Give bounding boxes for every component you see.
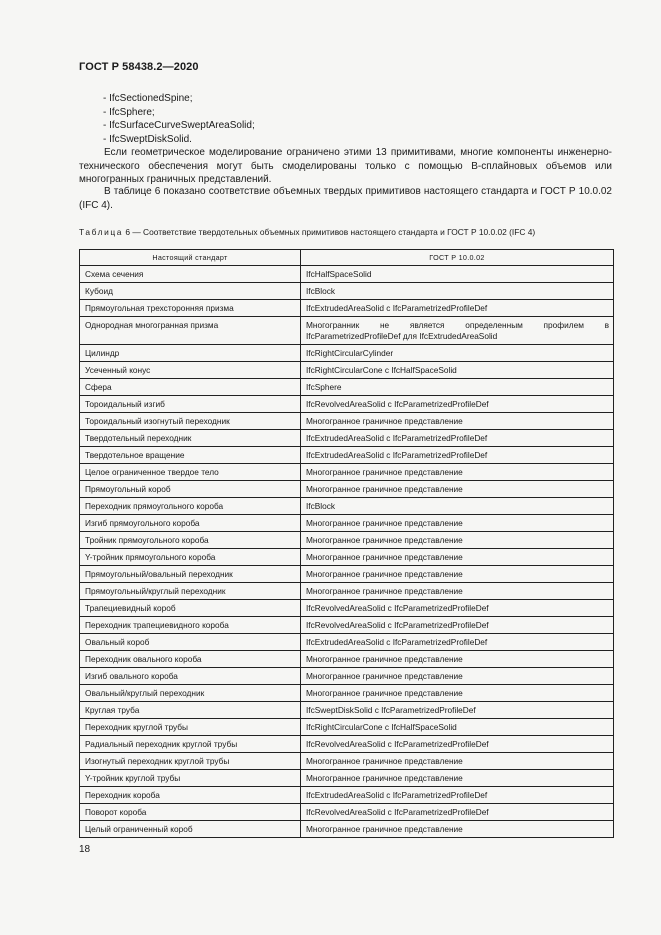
cell-standard: Переходник короба (80, 787, 301, 804)
table-row (80, 447, 614, 464)
cell-standard: Прямоугольный/овальный переходник (80, 566, 301, 583)
cell-standard: Y-тройник круглой трубы (80, 770, 301, 787)
cell-gost: IfcSphere (301, 379, 614, 396)
list-item: - IfcSweptDiskSolid. (103, 133, 192, 145)
cell-standard: Прямоугольный/круглый переходник (80, 583, 301, 600)
cell-gost: Многогранное граничное представление (301, 515, 614, 532)
cell-standard: Сфера (80, 379, 301, 396)
table-row (80, 702, 614, 719)
table-caption-text: 6 — Соответствие твердотельных объемных примитивов настоящего стандарта и ГОСТ Р 10.0.02 (IFC 4) (123, 227, 536, 237)
cell-standard: Круглая труба (80, 702, 301, 719)
cell-standard: Тороидальный изгиб (80, 396, 301, 413)
cell-gost: IfcRightCircularCone с IfcHalfSpaceSolid (301, 719, 614, 736)
table-row (80, 600, 614, 617)
cell-gost: Многогранник не является определенным профилем в IfcParametrizedProfileDef для IfcExtrudedAreaSolid (301, 317, 614, 345)
table-row (80, 379, 614, 396)
table-row (80, 736, 614, 753)
table-row (80, 549, 614, 566)
table-row (80, 634, 614, 651)
table-row (80, 583, 614, 600)
paragraph-table-ref: В таблице 6 показано соответствие объемных твердых примитивов настоящего стандарта и ГОСТ Р 10.0.02 (IFC 4). (79, 186, 612, 211)
cell-standard: Кубоид (80, 283, 301, 300)
cell-gost: IfcRevolvedAreaSolid с IfcParametrizedProfileDef (301, 736, 614, 753)
cell-standard: Изогнутый переходник круглой трубы (80, 753, 301, 770)
cell-standard: Переходник овального короба (80, 651, 301, 668)
cell-gost: IfcSweptDiskSolid с IfcParametrizedProfileDef (301, 702, 614, 719)
cell-gost: Многогранное граничное представление (301, 770, 614, 787)
cell-gost: Многогранное граничное представление (301, 464, 614, 481)
table-row (80, 821, 614, 838)
cell-gost: IfcBlock (301, 283, 614, 300)
cell-gost: Многогранное граничное представление (301, 685, 614, 702)
cell-gost: Многогранное граничное представление (301, 753, 614, 770)
cell-gost: IfcRightCircularCone с IfcHalfSpaceSolid (301, 362, 614, 379)
cell-standard: Тройник прямоугольного короба (80, 532, 301, 549)
cell-gost: IfcRevolvedAreaSolid с IfcParametrizedProfileDef (301, 804, 614, 821)
cell-standard: Поворот короба (80, 804, 301, 821)
cell-gost: IfcExtrudedAreaSolid с IfcParametrizedProfileDef (301, 634, 614, 651)
list-item: - IfcSphere; (103, 106, 155, 118)
cell-standard: Прямоугольный короб (80, 481, 301, 498)
cell-gost: Многогранное граничное представление (301, 413, 614, 430)
cell-gost: IfcRightCircularCylinder (301, 345, 614, 362)
column-header-gost: ГОСТ Р 10.0.02 (301, 250, 614, 266)
cell-standard: Твердотельный переходник (80, 430, 301, 447)
cell-standard: Твердотельное вращение (80, 447, 301, 464)
table-row (80, 719, 614, 736)
table-row (80, 685, 614, 702)
table-row (80, 430, 614, 447)
table-caption-prefix: Таблица (79, 227, 124, 237)
cell-standard: Переходник трапециевидного короба (80, 617, 301, 634)
cell-standard: Изгиб овального короба (80, 668, 301, 685)
cell-gost: Многогранное граничное представление (301, 668, 614, 685)
table-row (80, 651, 614, 668)
table-row (80, 787, 614, 804)
cell-standard: Радиальный переходник круглой трубы (80, 736, 301, 753)
cell-gost: IfcRevolvedAreaSolid с IfcParametrizedProfileDef (301, 396, 614, 413)
cell-standard: Схема сечения (80, 266, 301, 283)
list-item: - IfcSectionedSpine; (103, 93, 193, 104)
table-header-row (80, 250, 614, 266)
cell-standard: Переходник круглой трубы (80, 719, 301, 736)
cell-gost: Многогранное граничное представление (301, 583, 614, 600)
cell-gost: IfcRevolvedAreaSolid с IfcParametrizedProfileDef (301, 617, 614, 634)
cell-gost: Многогранное граничное представление (301, 821, 614, 838)
cell-standard: Y-тройник прямоугольного короба (80, 549, 301, 566)
cell-gost: IfcBlock (301, 498, 614, 515)
column-header-standard: Настоящий стандарт (80, 250, 301, 266)
correspondence-table (79, 249, 614, 838)
table-row (80, 396, 614, 413)
cell-standard: Овальный короб (80, 634, 301, 651)
page-number: 18 (79, 844, 91, 855)
table-row (80, 770, 614, 787)
cell-gost: Многогранное граничное представление (301, 481, 614, 498)
cell-gost: IfcRevolvedAreaSolid с IfcParametrizedProfileDef (301, 600, 614, 617)
cell-standard: Тороидальный изогнутый переходник (80, 413, 301, 430)
cell-standard: Целый ограниченный короб (80, 821, 301, 838)
table-body (80, 266, 614, 838)
cell-gost: Многогранное граничное представление (301, 566, 614, 583)
cell-standard: Переходник прямоугольного короба (80, 498, 301, 515)
cell-standard: Прямоугольная трехсторонняя призма (80, 300, 301, 317)
cell-gost: IfcExtrudedAreaSolid с IfcParametrizedProfileDef (301, 300, 614, 317)
cell-gost: IfcHalfSpaceSolid (301, 266, 614, 283)
cell-gost: IfcExtrudedAreaSolid с IfcParametrizedProfileDef (301, 430, 614, 447)
cell-gost: Многогранное граничное представление (301, 532, 614, 549)
cell-standard: Целое ограниченное твердое тело (80, 464, 301, 481)
primitive-list (103, 92, 255, 146)
table-row (80, 498, 614, 515)
table-row (80, 283, 614, 300)
table-row (80, 300, 614, 317)
cell-gost: Многогранное граничное представление (301, 549, 614, 566)
cell-standard: Изгиб прямоугольного короба (80, 515, 301, 532)
cell-standard: Однородная многогранная призма (80, 317, 301, 345)
table-row (80, 515, 614, 532)
cell-gost: IfcExtrudedAreaSolid с IfcParametrizedProfileDef (301, 447, 614, 464)
table-row (80, 266, 614, 283)
table-row (80, 464, 614, 481)
table-row (80, 413, 614, 430)
list-item: - IfcSurfaceCurveSweptAreaSolid; (103, 120, 255, 132)
document-header: ГОСТ Р 58438.2—2020 (79, 61, 199, 73)
table-caption (79, 227, 619, 237)
cell-standard: Цилиндр (80, 345, 301, 362)
table-row (80, 362, 614, 379)
cell-gost: IfcExtrudedAreaSolid с IfcParametrizedProfileDef (301, 787, 614, 804)
cell-standard: Трапециевидный короб (80, 600, 301, 617)
table-row (80, 317, 614, 345)
cell-standard: Овальный/круглый переходник (80, 685, 301, 702)
table-row (80, 668, 614, 685)
table-row (80, 566, 614, 583)
table-row (80, 481, 614, 498)
cell-gost: Многогранное граничное представление (301, 651, 614, 668)
table-row (80, 617, 614, 634)
table-row (80, 804, 614, 821)
table-row (80, 345, 614, 362)
paragraph-modeling: Если геометрическое моделирование ограничено этими 13 примитивами, многие компоненты инженерно-технического обеспечения могут быть смоделированы только с помощью В-сплайновых объемов или многогранных граничных представлений. (79, 147, 612, 186)
table-row (80, 532, 614, 549)
cell-standard: Усеченный конус (80, 362, 301, 379)
table-row (80, 753, 614, 770)
